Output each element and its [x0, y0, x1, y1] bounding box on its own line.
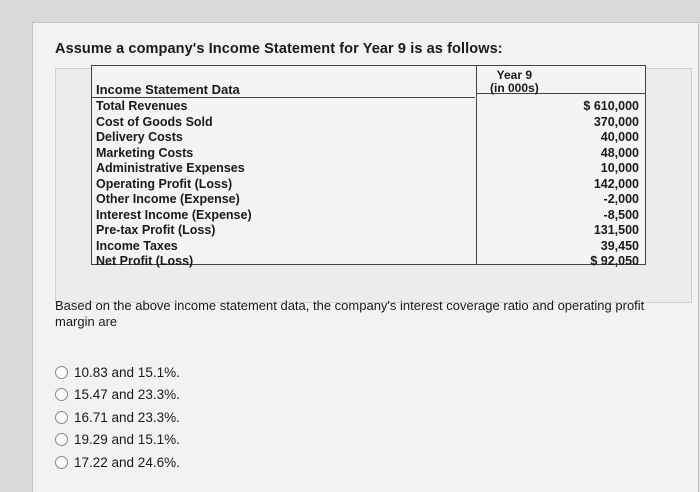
question-text: Based on the above income statement data, the company's interest coverage ratio and operating profit margin are	[55, 298, 645, 329]
choice-label: 15.47 and 23.3%.	[74, 387, 180, 403]
choice-label: 17.22 and 24.6%.	[74, 454, 180, 470]
radio-button[interactable]	[55, 433, 68, 446]
row-values	[583, 99, 639, 270]
choice-b[interactable]	[55, 384, 555, 407]
choice-label: 19.29 and 15.1%.	[74, 432, 180, 448]
question-prompt: Assume a company's Income Statement for Year 9 is as follows:	[55, 41, 503, 57]
year-column-header: Year 9 (in 000s)	[490, 68, 539, 95]
row-header: Income Statement Data	[96, 82, 240, 97]
row-label: Administrative Expenses	[96, 161, 245, 175]
row-label: Other Income (Expense)	[96, 192, 240, 206]
column-divider	[476, 66, 477, 264]
row-label: Income Taxes	[96, 238, 178, 253]
question-card	[32, 22, 699, 492]
row-label: Total Revenues	[96, 99, 188, 113]
row-label: Interest Income (Expense)	[96, 207, 252, 222]
radio-button[interactable]	[55, 366, 68, 379]
income-statement-table	[91, 65, 646, 268]
row-value: 10,000	[600, 161, 639, 175]
choice-d[interactable]	[55, 429, 555, 452]
row-label: Cost of Goods Sold	[96, 114, 213, 129]
row-value: -2,000	[603, 192, 639, 206]
row-label: Marketing Costs	[96, 145, 194, 160]
row-value: $ 610,000	[583, 99, 639, 113]
header-divider	[92, 97, 475, 98]
row-label: Operating Profit (Loss)	[96, 176, 233, 191]
row-value: 370,000	[593, 114, 639, 129]
row-label: Delivery Costs	[96, 130, 183, 144]
row-label: Pre-tax Profit (Loss)	[96, 223, 216, 237]
row-value: 131,500	[593, 223, 639, 237]
choice-a[interactable]	[55, 361, 555, 384]
choice-label: 10.83 and 15.1%.	[74, 364, 180, 380]
row-value: $ 92,050	[590, 254, 639, 268]
radio-button[interactable]	[55, 411, 68, 424]
choice-c[interactable]	[55, 406, 555, 429]
row-labels	[96, 99, 252, 270]
row-label: Net Profit (Loss)	[96, 254, 194, 268]
answer-choices	[55, 361, 555, 474]
row-value: -8,500	[603, 207, 639, 222]
radio-button[interactable]	[55, 456, 68, 469]
radio-button[interactable]	[55, 388, 68, 401]
row-value: 39,450	[600, 238, 639, 253]
row-value: 48,000	[600, 145, 639, 160]
row-value: 40,000	[600, 130, 639, 144]
choice-e[interactable]	[55, 451, 555, 474]
choice-label: 16.71 and 23.3%.	[74, 409, 180, 425]
row-value: 142,000	[593, 176, 639, 191]
